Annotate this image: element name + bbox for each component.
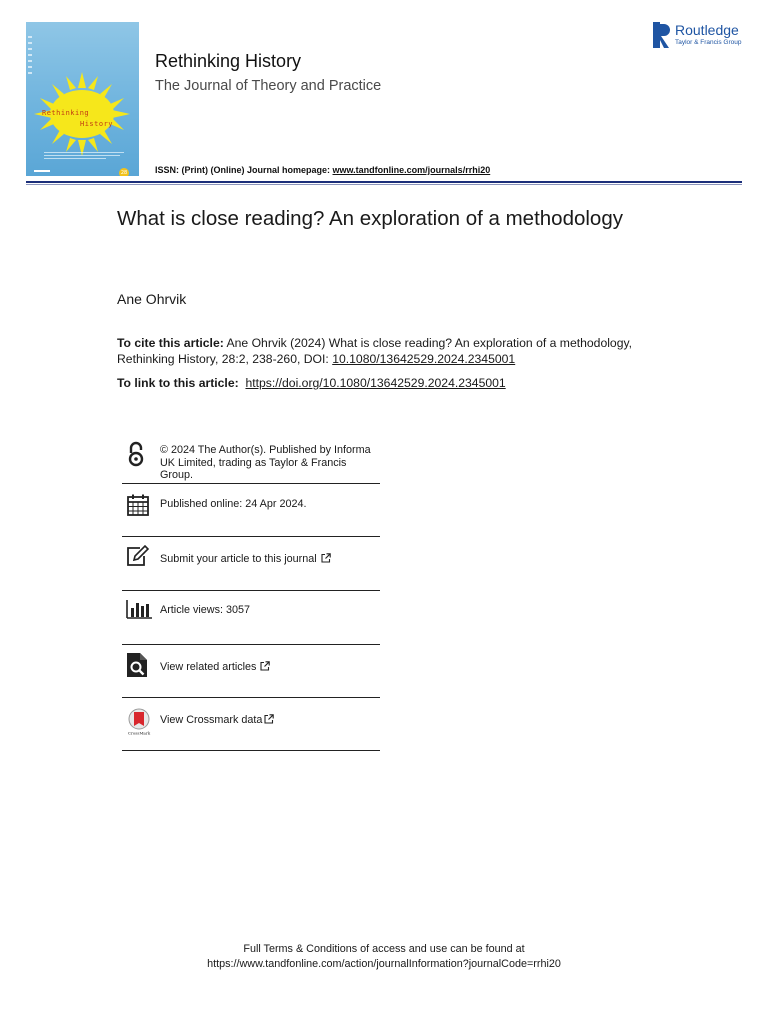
cover-title-line2: History [80, 120, 114, 128]
cover-text-line [44, 152, 124, 153]
open-access-icon [126, 441, 146, 467]
issn-prefix: ISSN: (Print) (Online) Journal homepage: [155, 165, 333, 175]
cover-text-line [44, 155, 120, 156]
routledge-logo-icon [653, 22, 671, 48]
info-row-submit[interactable] [122, 537, 380, 591]
crossmark-caption: CrossMark [127, 730, 151, 736]
calendar-icon [126, 493, 150, 517]
journal-homepage-link[interactable]: www.tandfonline.com/journals/rrhi20 [332, 165, 491, 175]
footer-line1: Full Terms & Conditions of access and use can be found at [243, 943, 525, 955]
publisher-name: Routledge [675, 22, 739, 38]
edit-icon [126, 545, 150, 567]
external-link-icon [260, 661, 270, 671]
submit-article-link[interactable] [160, 553, 331, 566]
journal-title: Rethinking History [155, 51, 302, 71]
external-link-icon [264, 714, 274, 724]
article-author: Ane Ohrvik [117, 291, 187, 307]
header-divider-thin [26, 184, 742, 185]
cover-issue-badge: 28 [120, 170, 128, 176]
issn-line [155, 165, 490, 175]
article-title: What is close reading? An exploration of a methodology [117, 207, 623, 230]
article-doi-link[interactable]: https://doi.org/10.1080/13642529.2024.2345001 [245, 376, 506, 390]
license-text: © 2024 The Author(s). Published by Informa UK Limited, trading as Taylor & Francis Group. [160, 444, 371, 481]
header-divider [26, 181, 742, 183]
article-info-list [122, 435, 380, 751]
publisher-group: Taylor & Francis Group [675, 39, 742, 46]
submit-article-label: Submit your article to this journal [160, 553, 317, 565]
link-label: To link to this article: [117, 376, 239, 390]
article-views-text: Article views: 3057 [160, 604, 251, 616]
info-row-views [122, 591, 380, 645]
search-document-icon [126, 652, 148, 678]
info-row-license [122, 435, 380, 484]
crossmark-link[interactable] [160, 714, 274, 727]
cite-text: Ane Ohrvik (2024) What is close reading? An exploration of a methodology, Rethinking History, 28:2, 238-260, DOI: [117, 336, 633, 366]
article-link-block [117, 376, 506, 390]
crossmark-label: View Crossmark data [160, 714, 263, 726]
crossmark-icon [126, 708, 152, 736]
cite-doi-link[interactable]: 10.1080/13642529.2024.2345001 [332, 351, 516, 366]
cite-label: To cite this article: [117, 336, 224, 350]
journal-cover-image [26, 22, 139, 176]
footer-terms-link[interactable]: https://www.tandfonline.com/action/journalInformation?journalCode=rrhi20 [207, 958, 561, 970]
info-row-published [122, 484, 380, 537]
citation-block [117, 336, 677, 367]
published-date-text: Published online: 24 Apr 2024. [160, 498, 307, 510]
journal-subtitle: The Journal of Theory and Practice [155, 78, 382, 94]
bar-chart-icon [126, 598, 152, 620]
related-articles-link[interactable] [160, 661, 270, 674]
related-articles-label: View related articles [160, 661, 257, 673]
external-link-icon [321, 553, 331, 563]
footer-terms [0, 942, 768, 972]
cover-publisher-mark [34, 170, 50, 172]
cover-text-line [44, 158, 106, 159]
info-row-crossmark[interactable] [122, 698, 380, 751]
cover-title-line1: Rethinking [42, 109, 90, 117]
info-row-related[interactable] [122, 645, 380, 698]
